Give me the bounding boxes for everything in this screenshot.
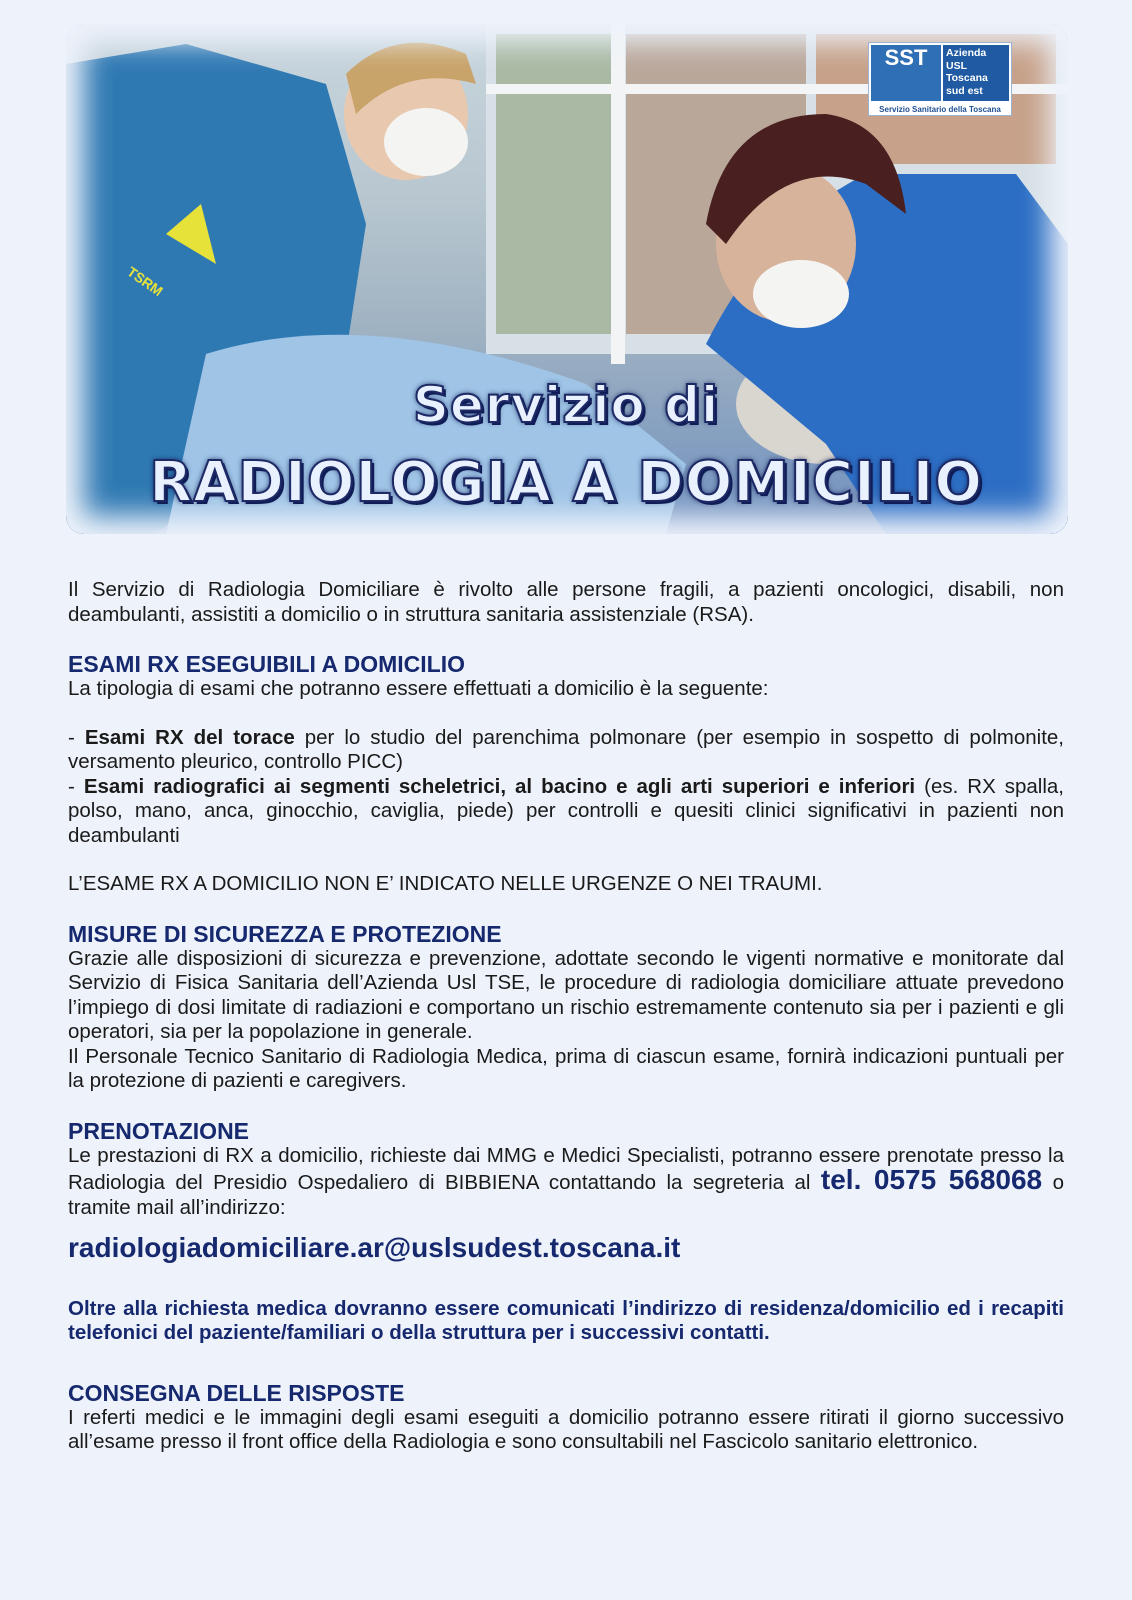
section-heading-esami: ESAMI RX ESEGUIBILI A DOMICILIO xyxy=(68,651,465,677)
esami-item-1-text: per lo studio del parenchima polmonare (per esempio in sospetto di polmonite, versamento pleurico, controllo PICC) xyxy=(68,725,1064,773)
esami-item-1: - Esami RX del torace per lo studio del parenchima polmonare (per esempio in sospetto di polmonite, versamento pleurico, controllo PICC) xyxy=(68,725,1064,773)
consegna-text: I referti medici e le immagini degli esami eseguiti a domicilio potranno essere ritirati il giorno successivo all’esame presso il front office della Radiologia e sono consultabili nel Fascicolo sanitario elettronico. xyxy=(68,1405,1064,1453)
esami-lead: La tipologia di esami che potranno essere effettuati a domicilio è la seguente: xyxy=(68,677,769,700)
section-heading-sicurezza: MISURE DI SICUREZZA E PROTEZIONE xyxy=(68,920,502,947)
prenotazione-body: Le prestazioni di RX a domicilio, richieste dai MMG e Medici Specialisti, potranno essere prenotate presso la Radiologia del Presidio Ospedaliero di BIBBIENA contattando la segreteria al xyxy=(68,1143,1064,1194)
document-body xyxy=(68,578,1064,1455)
email-link[interactable]: radiologiadomiciliare.ar@uslsudest.toscana.it xyxy=(68,1232,681,1263)
sicurezza-paragraph-2: Il Personale Tecnico Sanitario di Radiologia Medica, prima di ciascun esame, fornirà indicazioni puntuali per la protezione di pazienti e caregivers. xyxy=(68,1044,1064,1092)
esami-item-2: - Esami radiografici ai segmenti scheletrici, al bacino e agli arti superiori e inferiori (es. RX spalla, polso, mano, anca, ginocchio, caviglia, piede) per controlli e quesiti clinici significativi in pazienti non deambulanti xyxy=(68,774,1064,847)
section-heading-prenotazione: PRENOTAZIONE xyxy=(68,1117,250,1144)
logo-sst: SST xyxy=(871,45,941,101)
esami-item-2-text: (es. RX spalla, polso, mano, anca, ginocchio, caviglia, piede) per controlli e quesiti clinici significativi in pazienti non deambulanti xyxy=(68,774,1064,847)
sicurezza-paragraph-1: Grazie alle disposizioni di sicurezza e prevenzione, adottate secondo le vigenti normative e monitorate dal Servizio di Fisica Sanitaria dell’Azienda Usl TSE, le procedure di radiologia domiciliare attuate prevedono l’impiego di dosi limitate di radiazioni e comportano un rischio estremamente contenuto sia per i pazienti e gli operatori, sia per la popolazione in generale. xyxy=(68,946,1064,1043)
page-title-line1: Servizio di xyxy=(412,376,720,434)
logo-org: Azienda USL Toscana sud est xyxy=(943,45,1009,101)
tsrm-badge-text: TSRM xyxy=(124,263,166,300)
prenotazione-text xyxy=(68,1144,1064,1221)
phone-number[interactable]: tel. 0575 568068 xyxy=(820,1164,1043,1195)
usl-logo xyxy=(868,42,1012,116)
intro-paragraph: Il Servizio di Radiologia Domiciliare è rivolto alle persone fragili, a pazienti oncologici, disabili, non deambulanti, assistiti a domicilio o in struttura sanitaria assistenziale (RSA). xyxy=(68,578,1064,626)
section-heading-consegna: CONSEGNA DELLE RISPOSTE xyxy=(68,1379,405,1406)
esami-item-2-bold: Esami radiografici ai segmenti scheletrici, al bacino e agli arti superiori e inferiori xyxy=(83,774,916,798)
prenotazione-note: Oltre alla richiesta medica dovranno essere comunicati l’indirizzo di residenza/domicilio ed i recapiti telefonici del paziente/familiari o della struttura per i successivi contatti. xyxy=(68,1296,1064,1344)
prenotazione-tel-after: o tramite mail all’indirizzo: xyxy=(68,1171,1064,1219)
esami-item-1-bold: Esami RX del torace xyxy=(84,725,295,749)
logo-caption: Servizio Sanitario della Toscana xyxy=(879,105,1001,114)
esami-warning: L’ESAME RX A DOMICILIO NON E’ INDICATO NELLE URGENZE O NEI TRAUMI. xyxy=(68,872,823,895)
page-title-line2: RADIOLOGIA A DOMICILIO xyxy=(149,450,983,515)
